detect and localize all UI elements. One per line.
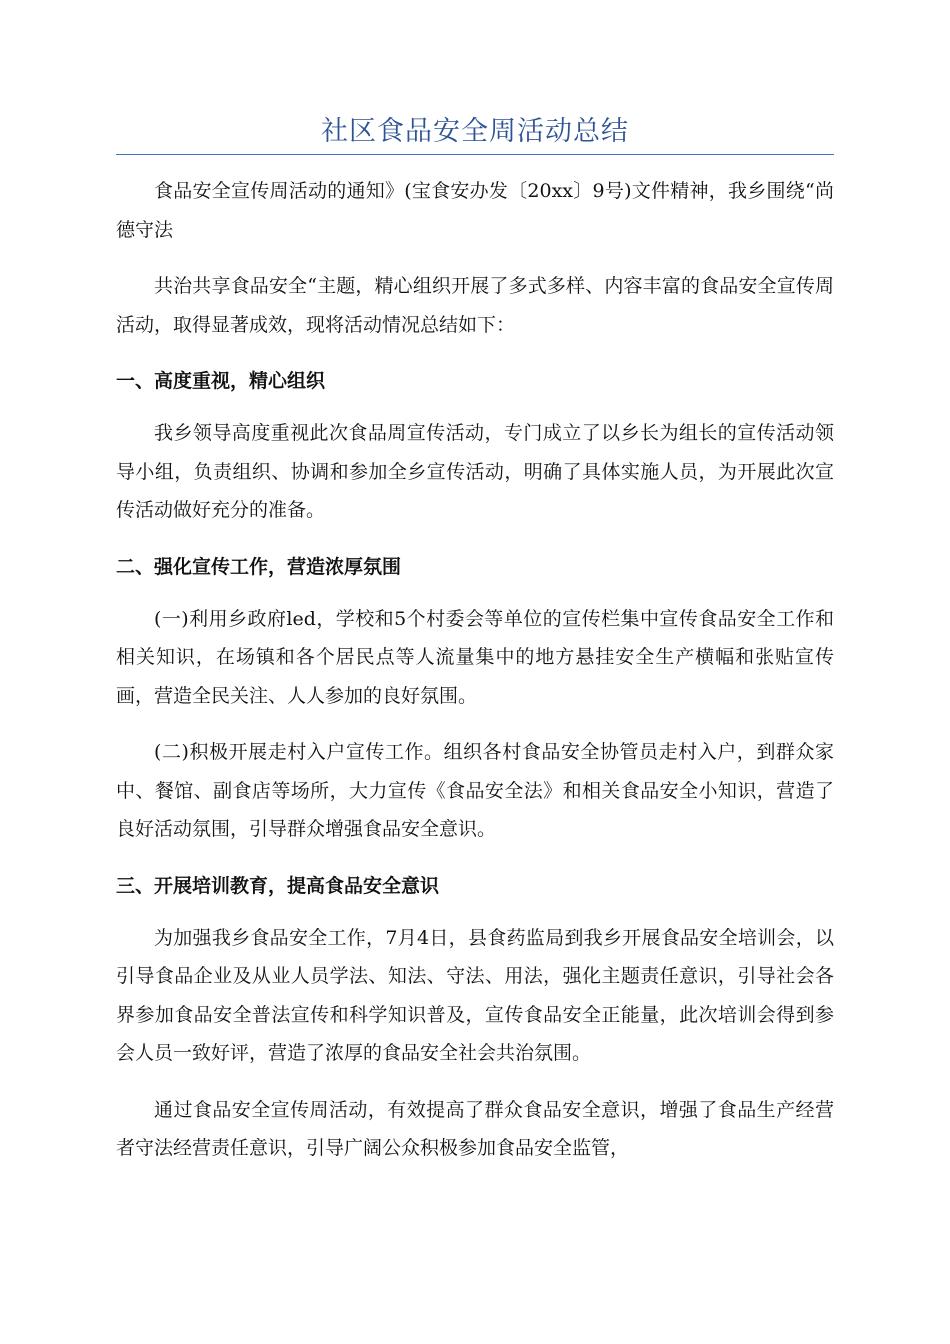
intro-paragraph-1: 食品安全宣传周活动的通知》(宝食安办发〔20xx〕9号)文件精神，我乡围绕“尚德守法 — [116, 180, 834, 241]
document-body — [116, 172, 834, 1186]
section-paragraph: 我乡领导高度重视此次食品周宣传活动，专门成立了以乡长为组长的宣传活动领导小组，负责组织、协调和参加全乡宣传活动，明确了具体实施人员，为开展此次宣传活动做好充分的准备。 — [116, 422, 834, 521]
section-heading: 三、开展培训教育，提高食品安全意识 — [116, 874, 440, 897]
section-heading: 一、高度重视，精心组织 — [116, 370, 326, 392]
intro-paragraph-2: 共治共享食品安全“主题，精心组织开展了多式多样、内容丰富的食品安全宣传周活动，取得显著成效，现将活动情况总结如下： — [116, 275, 834, 336]
title-underline — [116, 154, 834, 155]
section-heading: 二、强化宣传工作，营造浓厚氛围 — [116, 555, 402, 578]
section-3 — [116, 867, 834, 1168]
section-paragraph: (一)利用乡政府led，学校和5个村委会等单位的宣传栏集中宣传食品安全工作和相关知识，在场镇和各个居民点等人流量集中的地方悬挂安全生产横幅和张贴宣传画，营造全民关注、人人参加的良好氛围。 — [116, 607, 834, 707]
document-title: 社区食品安全周活动总结 — [321, 116, 629, 147]
section-paragraph: 为加强我乡食品安全工作，7月4日，县食药监局到我乡开展食品安全培训会，以引导食品企业及从业人员学法、知法、守法、用法，强化主题责任意识，引导社会各界参加食品安全普法宣传和科学知识普及，宣传食品安全正能量，此次培训会得到参会人员一致好评，营造了浓厚的食品安全社会共治氛围。 — [116, 926, 834, 1064]
section-1 — [116, 362, 834, 530]
section-paragraph: (二)积极开展走村入户宣传工作。组织各村食品安全协管员走村入户，到群众家中、餐馆、副食店等场所，大力宣传《食品安全法》和相关食品安全小知识，营造了良好活动氛围，引导群众增强食品安全意识。 — [116, 741, 834, 840]
section-paragraph: 通过食品安全宣传周活动，有效提高了群众食品安全意识，增强了食品生产经营者守法经营责任意识，引导广阔公众积极参加食品安全监管， — [116, 1098, 834, 1159]
section-2 — [116, 548, 834, 849]
